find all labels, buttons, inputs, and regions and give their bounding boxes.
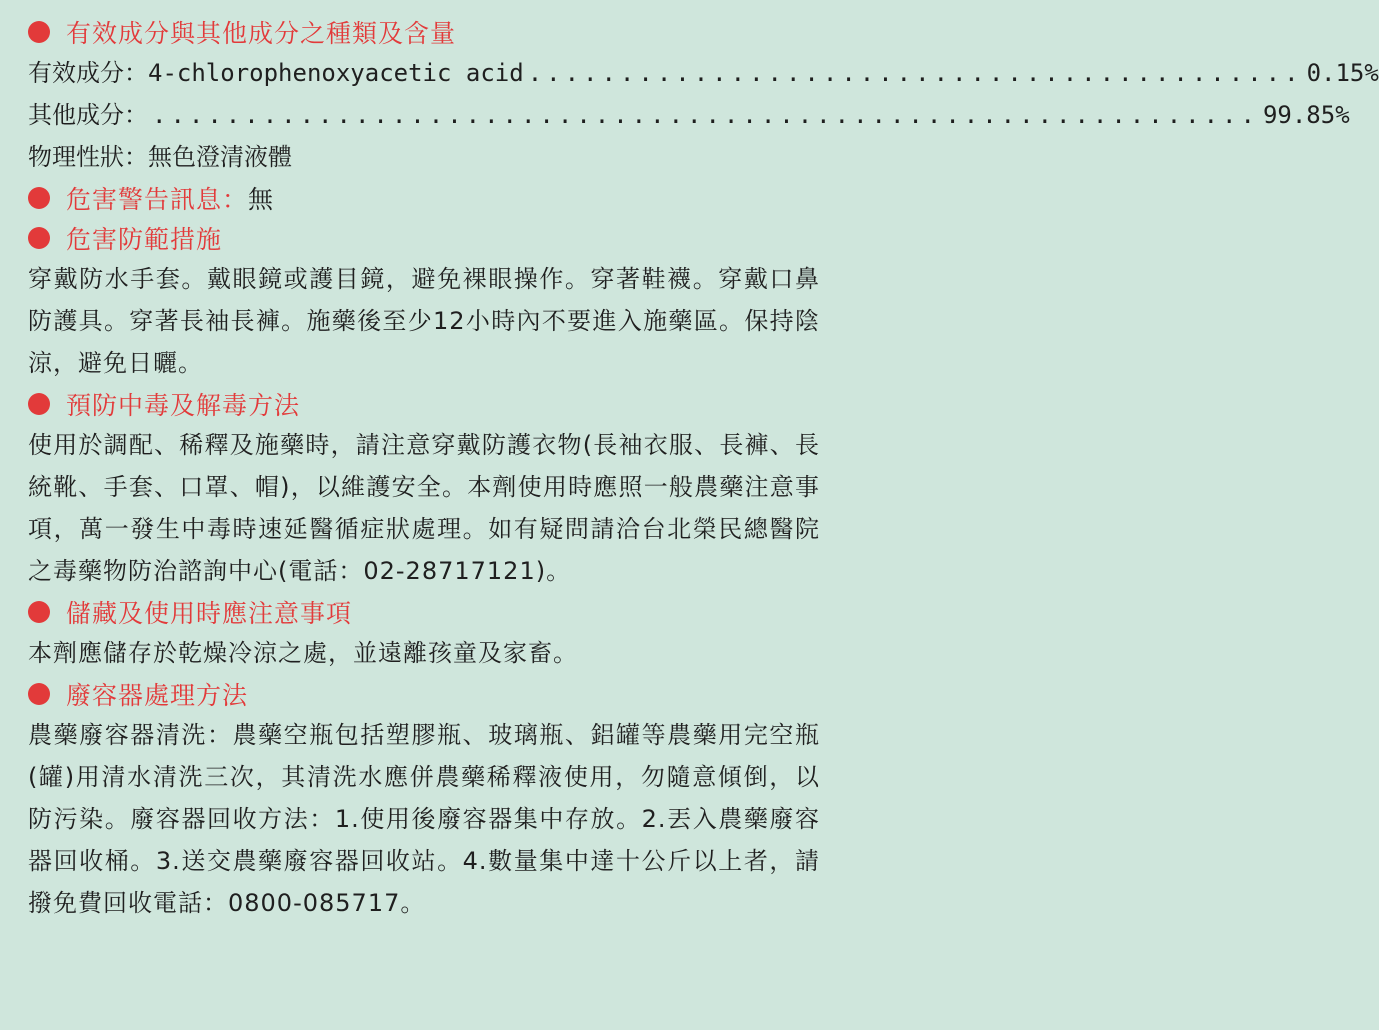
active-ingredient-label: 有效成分： [28, 59, 148, 87]
disposal-text: 農藥廢容器清洗：農藥空瓶包括塑膠瓶、玻璃瓶、鋁罐等農藥用完空瓶(罐)用清水清洗三次，其清洗水應併農藥稀釋液使用，勿隨意傾倒，以防污染。廢容器回收方法：1.使用後廢容器集中存放。2.丟入農藥廢容器回收桶。3.送交農藥廢容器回收站。4.數量集中達十公斤以上者，請撥免費回收電話：0800-085717。 [28, 721, 820, 917]
bullet-icon [28, 227, 50, 249]
precaution-text: 穿戴防水手套。戴眼鏡或護目鏡，避免裸眼操作。穿著鞋襪。穿戴口鼻防護具。穿著長袖長褲。施藥後至少12小時內不要進入施藥區。保持陰涼，避免日曬。 [28, 265, 820, 377]
section-disposal [28, 674, 820, 714]
section-ingredients [28, 12, 820, 52]
section-heading: 預防中毒及解毒方法 [66, 391, 301, 420]
active-ingredient-row [28, 52, 1379, 94]
storage-text: 本劑應儲存於乾燥冷涼之處，並遠離孩童及家畜。 [28, 639, 578, 667]
section-heading: 有效成分與其他成分之種類及含量 [66, 19, 457, 48]
bullet-icon [28, 601, 50, 623]
other-ingredient-label: 其他成分： [28, 101, 148, 129]
section-heading: 危害警告訊息： [66, 185, 249, 214]
section-storage [28, 592, 820, 632]
active-ingredient-name: 4-chlorophenoxyacetic acid [148, 59, 524, 87]
bullet-icon [28, 393, 50, 415]
section-precaution [28, 218, 820, 258]
other-ingredient-value: 99.85% [1262, 101, 1350, 129]
section-poison [28, 384, 820, 424]
physical-state-row [28, 136, 820, 178]
physical-state-label: 物理性狀： [28, 143, 148, 171]
bullet-icon [28, 21, 50, 43]
physical-state-value: 無色澄清液體 [148, 143, 292, 171]
section-heading: 危害防範措施 [66, 225, 223, 254]
bullet-icon [28, 187, 50, 209]
leader-dots: ............................................................ [152, 101, 1259, 129]
other-ingredient-row [28, 94, 1350, 136]
section-heading: 儲藏及使用時應注意事項 [66, 599, 353, 628]
section-hazard [28, 178, 820, 218]
leader-dots: .......................................... [527, 59, 1303, 87]
section-heading: 廢容器處理方法 [66, 681, 249, 710]
bullet-icon [28, 683, 50, 705]
active-ingredient-value: 0.15% [1306, 59, 1379, 87]
hazard-value: 無 [248, 185, 274, 214]
poison-text: 使用於調配、稀釋及施藥時，請注意穿戴防護衣物(長袖衣服、長褲、長統靴、手套、口罩、帽)，以維護安全。本劑使用時應照一般農藥注意事項，萬一發生中毒時速延醫循症狀處理。如有疑問請洽台北榮民總醫院之毒藥物防治諮詢中心(電話：02-28717121)。 [28, 431, 820, 585]
